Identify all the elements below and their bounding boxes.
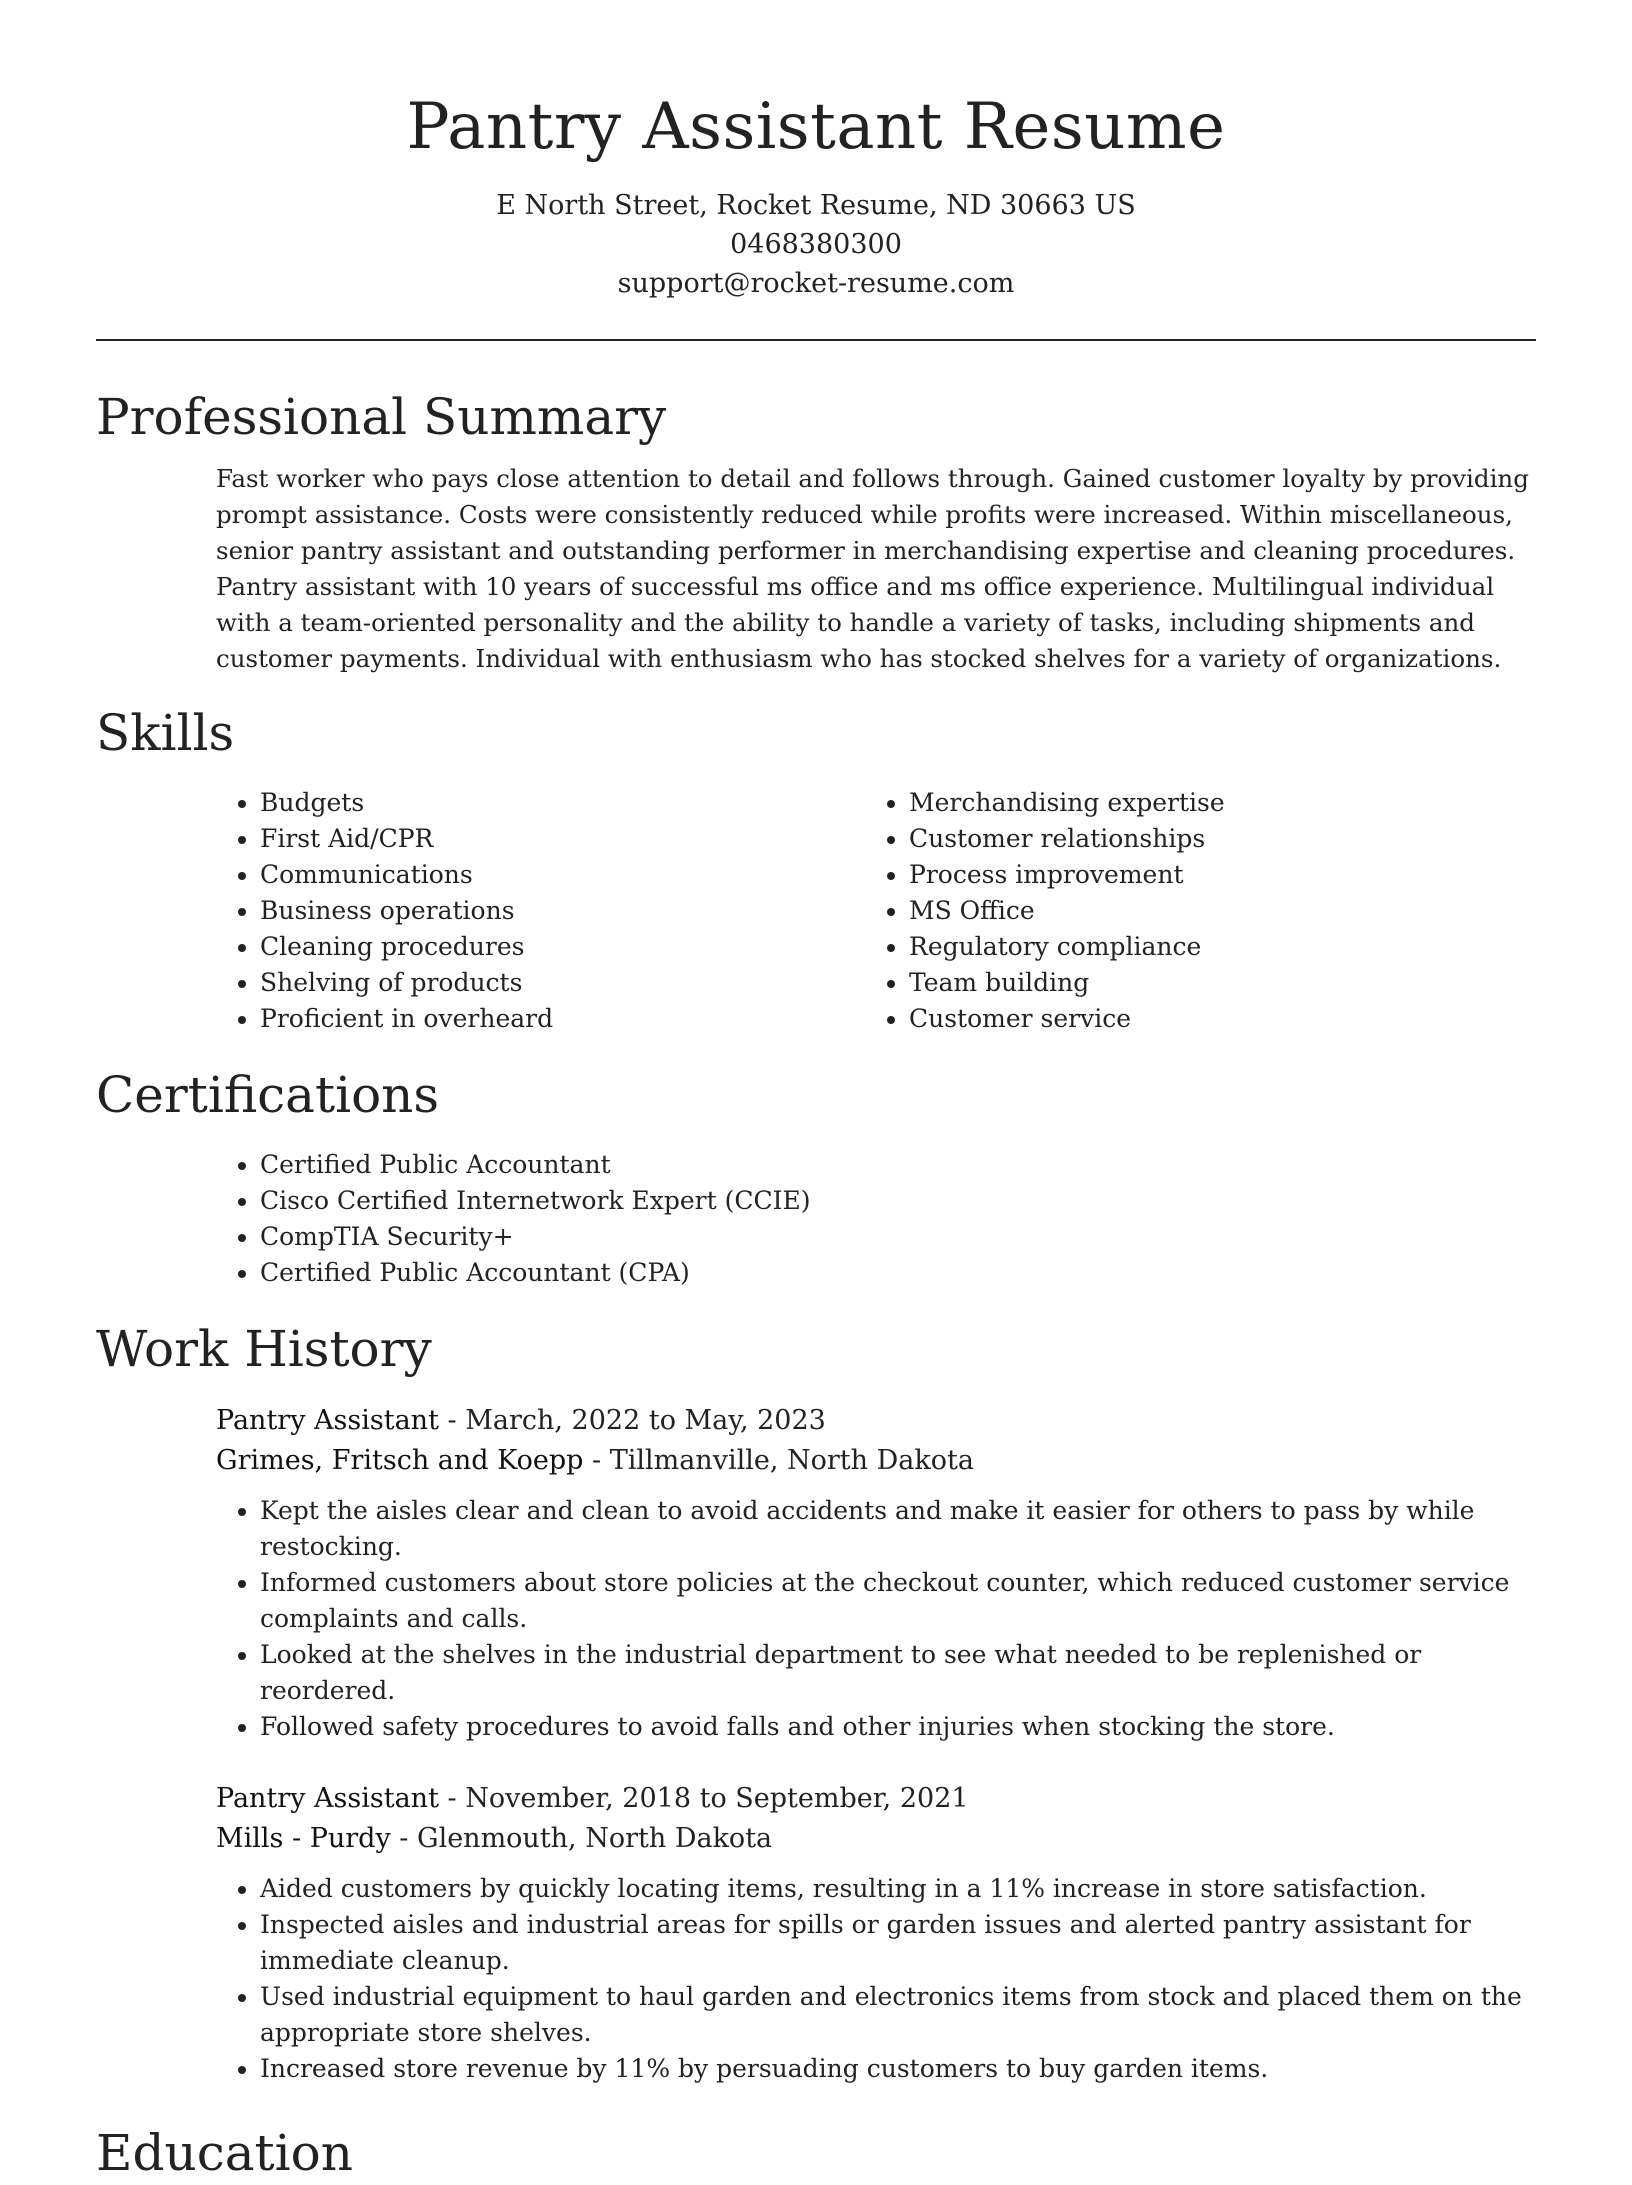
- education-section: [96, 2121, 1536, 2185]
- job-bullet: • Aided customers by quickly locating items, resulting in a 11% increase in store satisfaction.: [260, 1871, 1536, 1907]
- job-bullet: • Followed safety procedures to avoid falls and other injuries when stocking the store.: [260, 1709, 1536, 1745]
- skills-list-left: [216, 785, 865, 1037]
- skills-columns: [216, 785, 1536, 1037]
- job-role-line: Pantry Assistant - November, 2018 to September, 2021: [216, 1783, 969, 1814]
- job-entry: [216, 1779, 1536, 2087]
- skill-item: • Process improvement: [909, 857, 1514, 893]
- skill-item: • Merchandising expertise: [909, 785, 1514, 821]
- job-bullet: • Kept the aisles clear and clean to avoid accidents and make it easier for others to pass by while restocking.: [260, 1493, 1536, 1565]
- certification-item: • Certified Public Accountant: [260, 1147, 1536, 1183]
- job-bullets: [216, 1493, 1536, 1745]
- job-company: Mills - Purdy: [216, 1823, 391, 1854]
- professional-summary-section: [96, 385, 1536, 677]
- job-role: Pantry Assistant: [216, 1783, 439, 1814]
- work-history-section: [96, 1317, 1536, 2087]
- job-bullets: [216, 1871, 1536, 2087]
- resume-title: Pantry Assistant Resume: [406, 90, 1226, 164]
- skills-section: [96, 701, 1536, 1037]
- contact-address: E North Street, Rocket Resume, ND 30663 US: [496, 190, 1136, 221]
- summary-text: Fast worker who pays close attention to detail and follows through. Gained customer loyalty by providing prompt assistance. Costs were consistently reduced while profits were increased. Within miscellaneous, senior pantry assistant and outstanding performer in merchandising expertise and cleaning procedures. Pantry assistant with 10 years of successful ms office and ms office experience. Multilingual individual with a team-oriented personality and the ability to handle a variety of tasks, including shipments and customer payments. Individual with enthusiasm who has stocked shelves for a variety of organizations.: [216, 464, 1529, 673]
- section-title-summary: Professional Summary: [96, 388, 667, 446]
- skill-item: • First Aid/CPR: [260, 821, 865, 857]
- section-title-work-history: Work History: [96, 1320, 432, 1378]
- skill-item: • MS Office: [909, 893, 1514, 929]
- job-company: Grimes, Fritsch and Koepp: [216, 1445, 584, 1476]
- contact-email: support@rocket-resume.com: [617, 268, 1015, 299]
- skill-item: • Shelving of products: [260, 965, 865, 1001]
- header-divider: [96, 339, 1536, 341]
- contact-phone: 0468380300: [730, 229, 902, 260]
- job-dates: November, 2018 to September, 2021: [465, 1783, 969, 1814]
- contact-block: [96, 186, 1536, 303]
- section-title-education: Education: [96, 2124, 353, 2182]
- job-bullet: • Inspected aisles and industrial areas for spills or garden issues and alerted pantry assistant for immediate cleanup.: [260, 1907, 1536, 1979]
- skills-list-right: [865, 785, 1514, 1037]
- section-title-skills: Skills: [96, 704, 235, 762]
- skill-item: • Regulatory compliance: [909, 929, 1514, 965]
- resume-page: [96, 0, 1536, 2185]
- skill-item: • Team building: [909, 965, 1514, 1001]
- certification-item: • Certified Public Accountant (CPA): [260, 1255, 1536, 1291]
- section-title-certifications: Certifications: [96, 1066, 440, 1124]
- skill-item: • Business operations: [260, 893, 865, 929]
- skill-item: • Cleaning procedures: [260, 929, 865, 965]
- job-company-line: Mills - Purdy - Glenmouth, North Dakota: [216, 1823, 773, 1854]
- job-bullet: • Informed customers about store policies at the checkout counter, which reduced customer service complaints and calls.: [260, 1565, 1536, 1637]
- skill-item: • Communications: [260, 857, 865, 893]
- job-entry: [216, 1401, 1536, 1745]
- certifications-section: [96, 1063, 1536, 1291]
- job-role: Pantry Assistant: [216, 1405, 439, 1436]
- certification-item: • Cisco Certified Internetwork Expert (CCIE): [260, 1183, 1536, 1219]
- skill-item: • Budgets: [260, 785, 865, 821]
- job-role-line: Pantry Assistant - March, 2022 to May, 2023: [216, 1405, 826, 1436]
- job-dates: March, 2022 to May, 2023: [465, 1405, 826, 1436]
- job-bullet: • Used industrial equipment to haul garden and electronics items from stock and placed them on the appropriate store shelves.: [260, 1979, 1536, 2051]
- job-company-line: Grimes, Fritsch and Koepp - Tillmanville, North Dakota: [216, 1445, 974, 1476]
- job-location: Tillmanville, North Dakota: [609, 1445, 974, 1476]
- skill-item: • Proficient in overheard: [260, 1001, 865, 1037]
- job-bullet: • Increased store revenue by 11% by persuading customers to buy garden items.: [260, 2051, 1536, 2087]
- certifications-list: [216, 1147, 1536, 1291]
- job-location: Glenmouth, North Dakota: [417, 1823, 773, 1854]
- job-bullet: • Looked at the shelves in the industrial department to see what needed to be replenished or reordered.: [260, 1637, 1536, 1709]
- skill-item: • Customer relationships: [909, 821, 1514, 857]
- certification-item: • CompTIA Security+: [260, 1219, 1536, 1255]
- skill-item: • Customer service: [909, 1001, 1514, 1037]
